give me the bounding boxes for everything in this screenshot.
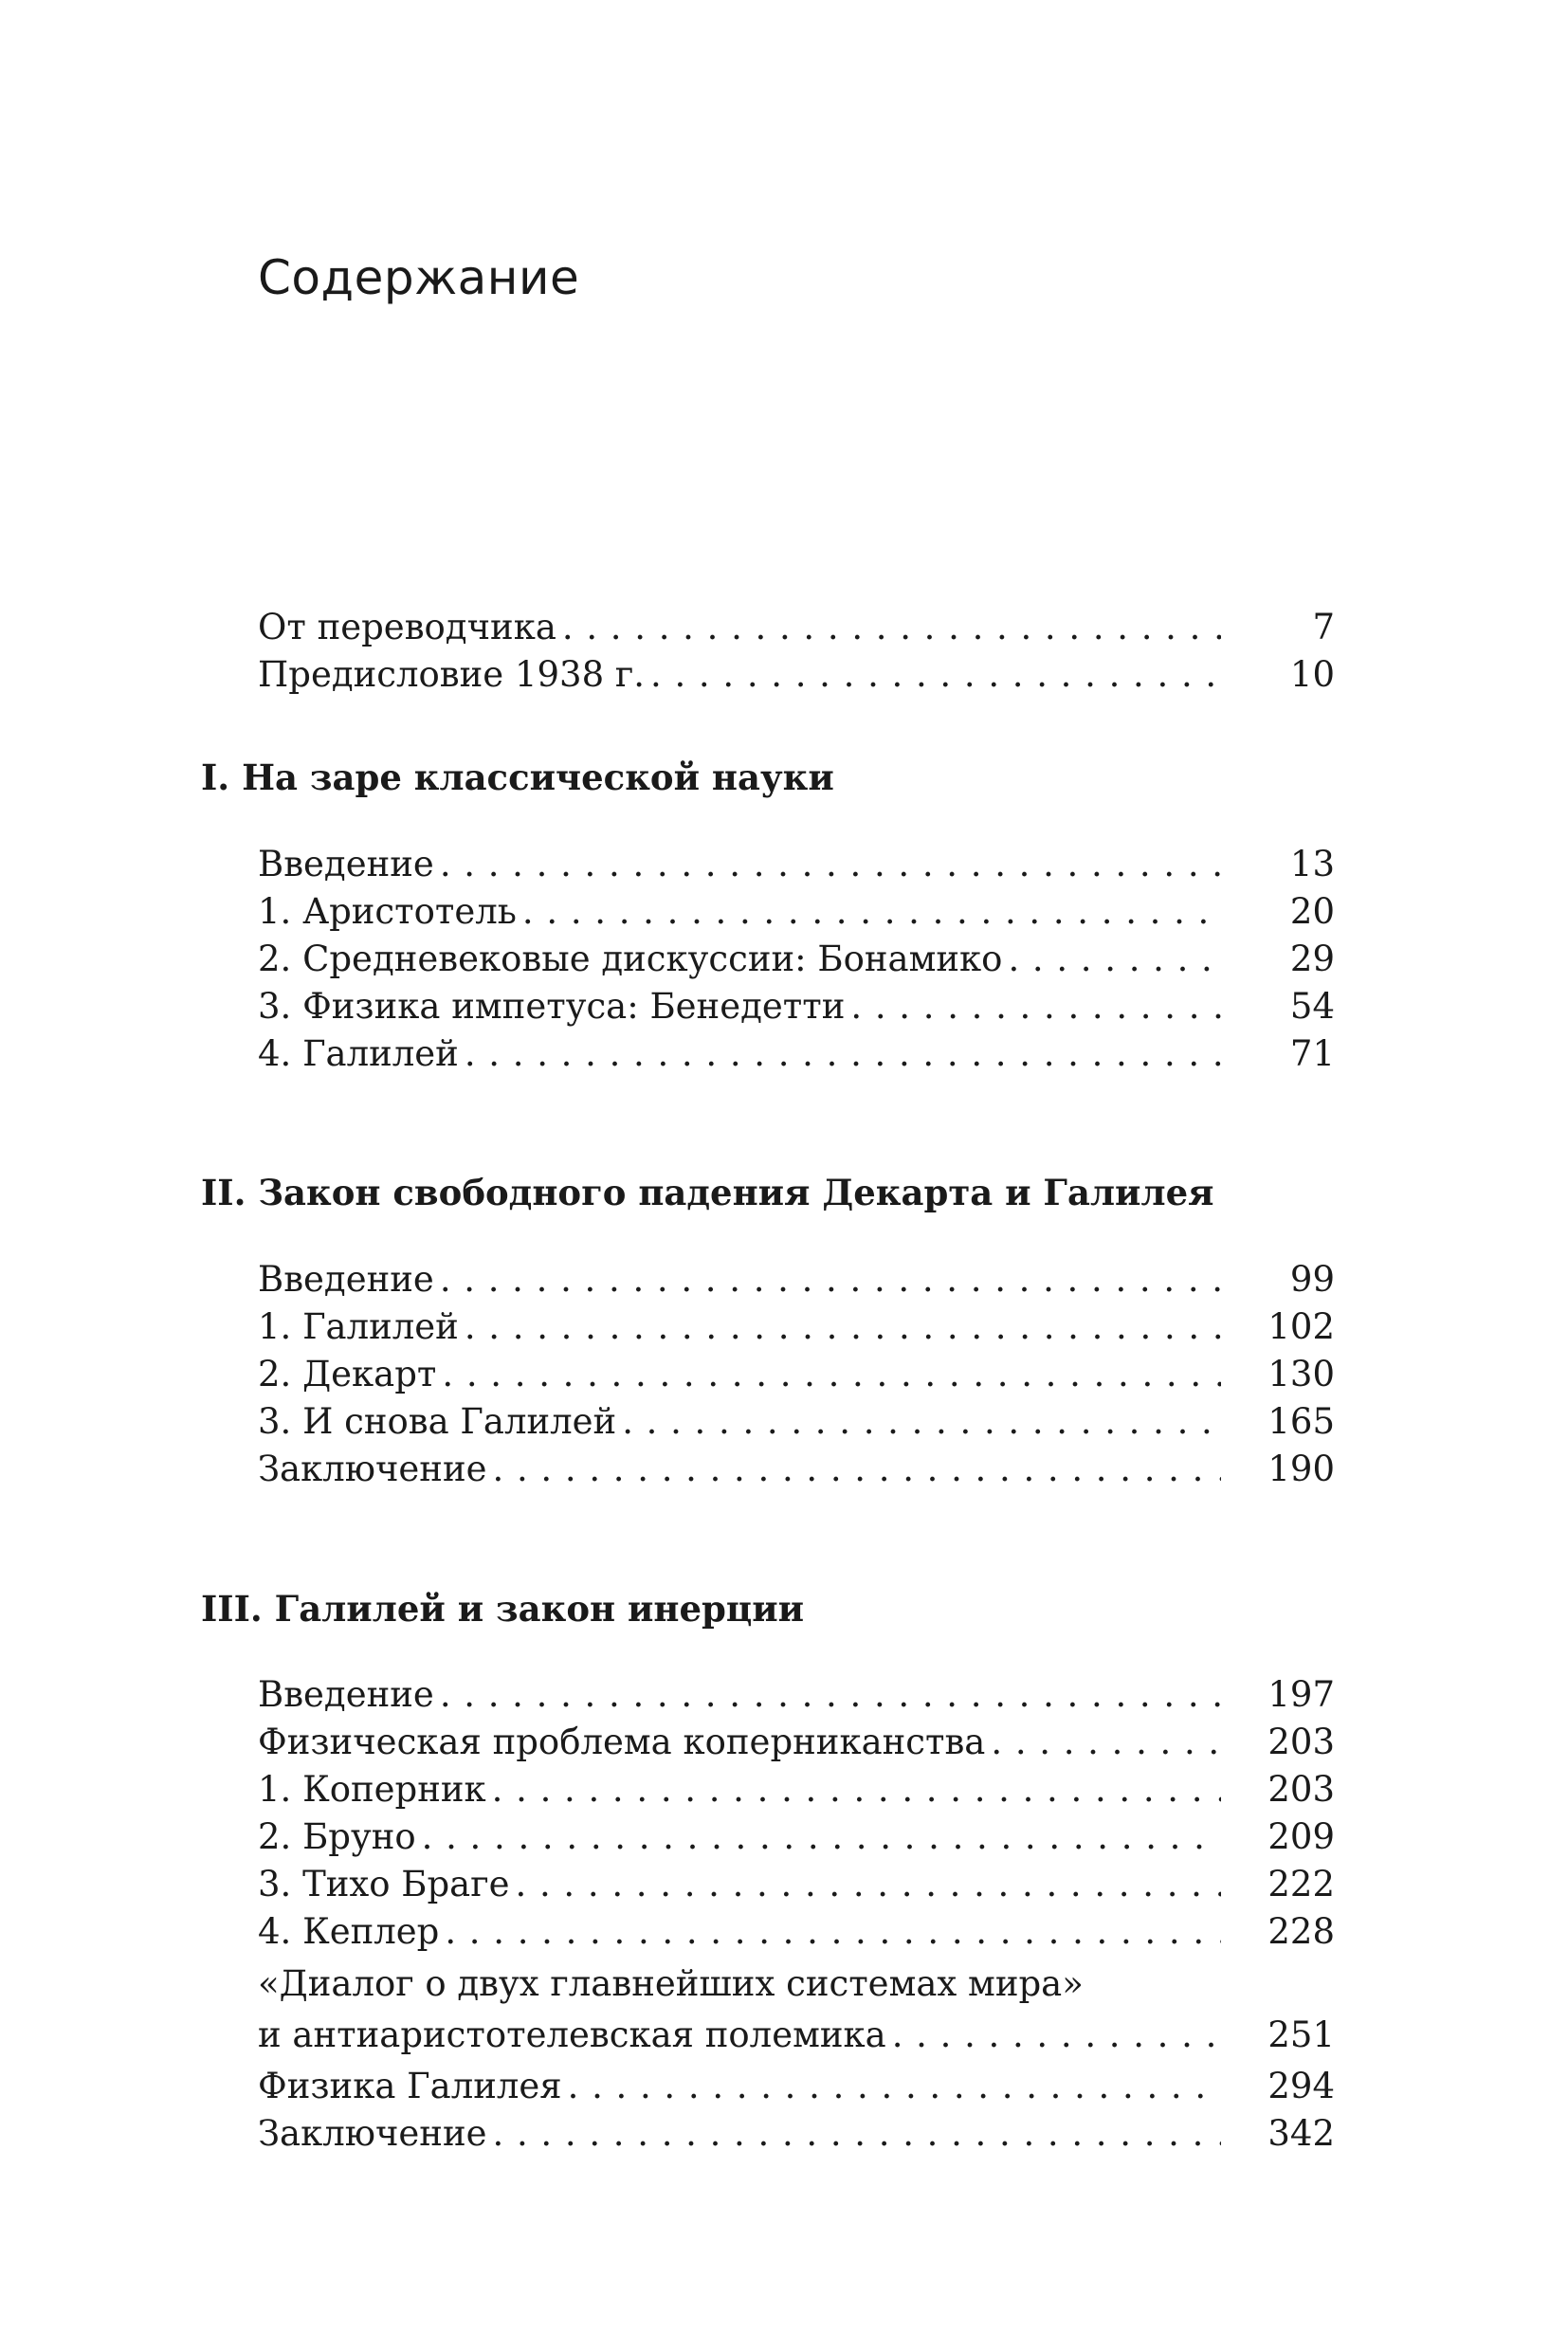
dot-leader <box>1008 936 1221 983</box>
dot-leader <box>440 1671 1221 1719</box>
toc-entry-page: 190 <box>1267 1449 1335 1489</box>
toc-entry-label: От переводчика <box>258 607 556 647</box>
toc-entry-translator-note[interactable] <box>258 604 1335 651</box>
toc-entry-label: 2. Декарт <box>258 1354 437 1394</box>
toc-entry[interactable] <box>258 2012 1335 2059</box>
dot-leader <box>445 1908 1221 1956</box>
toc-entry[interactable] <box>258 2110 1335 2158</box>
dot-leader <box>465 1030 1221 1078</box>
toc-entry-label: 3. Физика импетуса: Бенедетти <box>258 986 846 1027</box>
dot-leader <box>442 1351 1221 1398</box>
toc-entry-label: 4. Кеплер <box>258 1911 440 1952</box>
toc-entry[interactable] <box>258 841 1335 888</box>
toc-entry-page: 71 <box>1289 1033 1335 1074</box>
dot-leader <box>562 604 1221 651</box>
toc-entry-page: 294 <box>1267 2066 1335 2106</box>
dot-leader <box>892 2012 1221 2059</box>
toc-entry-page: 102 <box>1267 1306 1335 1347</box>
toc-entry-page: 10 <box>1289 654 1335 695</box>
toc-entry-label: Введение <box>258 1674 434 1715</box>
section-heading-1[interactable]: I. На заре классической науки <box>201 756 834 798</box>
toc-entry[interactable] <box>258 1766 1335 1813</box>
toc-entry[interactable] <box>258 1303 1335 1351</box>
toc-entry-label: 2. Средневековые дискуссии: Бонамико <box>258 939 1003 979</box>
toc-entry-label: Физика Галилея <box>258 2066 562 2106</box>
toc-entry[interactable] <box>258 1671 1335 1719</box>
dot-leader <box>516 1861 1221 1908</box>
toc-entry-label: Заключение <box>258 2113 487 2154</box>
toc-entry[interactable] <box>258 1030 1335 1078</box>
toc-entry-label: 1. Галилей <box>258 1306 459 1347</box>
toc-entry-page: 342 <box>1267 2113 1335 2154</box>
toc-entry[interactable] <box>258 983 1335 1030</box>
toc-entry-page: 130 <box>1267 1354 1335 1394</box>
dot-leader <box>465 1303 1221 1351</box>
toc-entry-label: Предисловие 1938 г. <box>258 654 646 695</box>
section-heading-3[interactable]: III. Галилей и закон инерции <box>201 1588 805 1630</box>
toc-entry[interactable] <box>258 1719 1335 1766</box>
toc-entry[interactable] <box>258 1908 1335 1956</box>
toc-entry-page: 20 <box>1289 891 1335 932</box>
toc-entry-label-wrapped[interactable]: «Диалог о двух главнейших системах мира» <box>258 1963 1084 2004</box>
dot-leader <box>622 1398 1221 1446</box>
toc-entry-label: 3. И снова Галилей <box>258 1401 617 1442</box>
dot-leader <box>850 983 1221 1030</box>
dot-leader <box>991 1719 1221 1766</box>
dot-leader <box>492 1766 1221 1813</box>
dot-leader <box>440 1256 1221 1303</box>
toc-entry-label: Физическая проблема коперниканства <box>258 1722 986 1762</box>
dot-leader <box>568 2063 1221 2110</box>
toc-entry[interactable] <box>258 1256 1335 1303</box>
toc-entry-page: 54 <box>1289 986 1335 1027</box>
toc-entry-page: 197 <box>1267 1674 1335 1715</box>
toc-entry-page: 203 <box>1267 1769 1335 1810</box>
section-heading-2[interactable]: II. Закон свободного падения Декарта и Галилея <box>201 1172 1214 1213</box>
dot-leader <box>440 841 1221 888</box>
toc-entry-label: Введение <box>258 1259 434 1300</box>
toc-entry[interactable] <box>258 888 1335 936</box>
toc-entry-label: 4. Галилей <box>258 1033 459 1074</box>
toc-entry-page: 251 <box>1267 2014 1335 2055</box>
dot-leader <box>650 651 1221 699</box>
toc-entry[interactable] <box>258 1446 1335 1493</box>
toc-entry[interactable] <box>258 1351 1335 1398</box>
toc-entry-label: Введение <box>258 844 434 884</box>
toc-entry-label: 2. Бруно <box>258 1816 416 1857</box>
toc-entry[interactable] <box>258 1398 1335 1446</box>
page-title: Содержание <box>258 250 580 305</box>
toc-entry-label: и антиаристотелевская полемика <box>258 2014 886 2055</box>
dot-leader <box>522 888 1221 936</box>
dot-leader <box>493 1446 1221 1493</box>
toc-entry-page: 7 <box>1312 607 1335 647</box>
toc-entry-page: 222 <box>1267 1864 1335 1904</box>
dot-leader <box>422 1813 1221 1861</box>
toc-entry-page: 209 <box>1267 1816 1335 1857</box>
toc-entry-page: 13 <box>1289 844 1335 884</box>
toc-entry-page: 203 <box>1267 1722 1335 1762</box>
toc-entry-page: 165 <box>1267 1401 1335 1442</box>
toc-entry-preface-1938[interactable] <box>258 651 1335 699</box>
toc-entry-page: 29 <box>1289 939 1335 979</box>
toc-entry-label: 1. Аристотель <box>258 891 517 932</box>
toc-entry-page: 99 <box>1289 1259 1335 1300</box>
toc-entry[interactable] <box>258 2063 1335 2110</box>
toc-entry[interactable] <box>258 1813 1335 1861</box>
toc-entry[interactable] <box>258 1861 1335 1908</box>
toc-entry-label: 3. Тихо Браге <box>258 1864 510 1904</box>
toc-entry[interactable] <box>258 936 1335 983</box>
dot-leader <box>493 2110 1221 2158</box>
toc-entry-label: 1. Коперник <box>258 1769 486 1810</box>
toc-entry-page: 228 <box>1267 1911 1335 1952</box>
toc-entry-label: Заключение <box>258 1449 487 1489</box>
